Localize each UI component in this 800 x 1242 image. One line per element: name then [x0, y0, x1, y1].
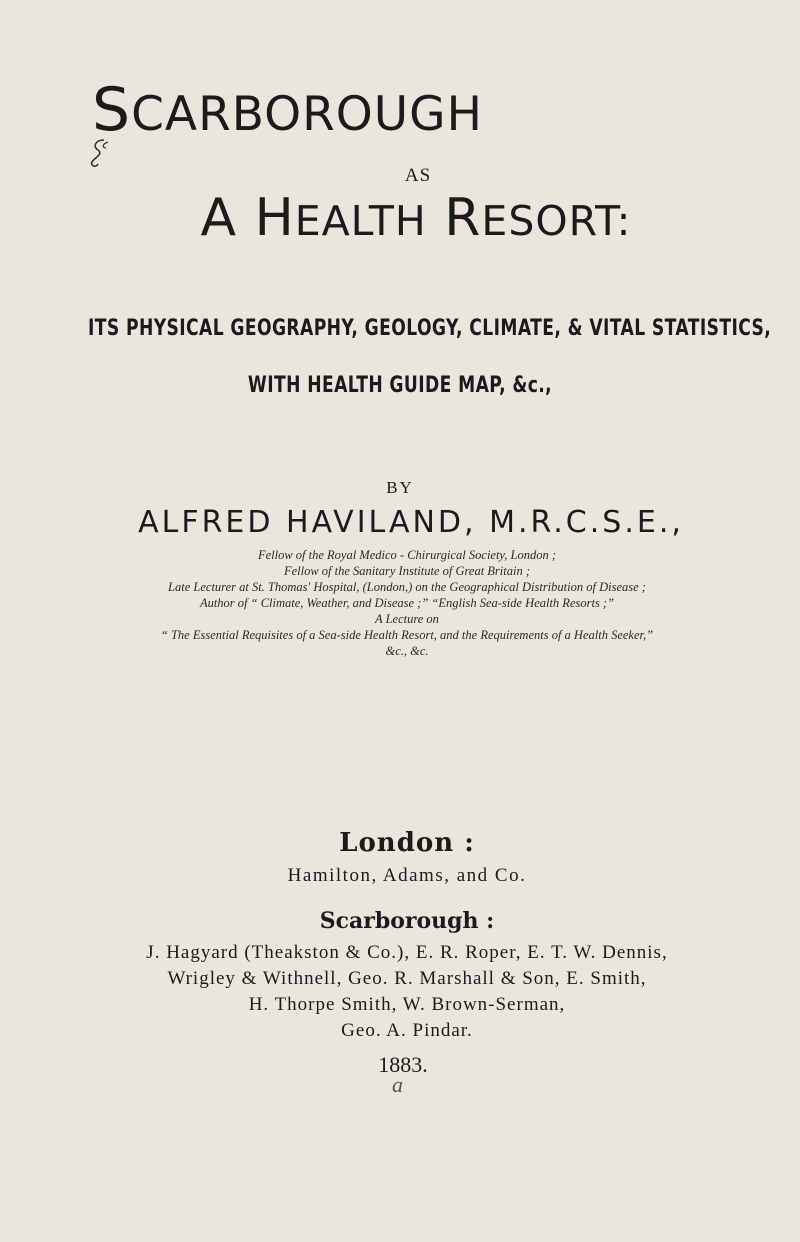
library-mark: a [392, 1072, 403, 1097]
subtitle-line-1: ITS PHYSICAL GEOGRAPHY, GEOLOGY, CLIMATE, & VITAL STATISTICS, [88, 316, 772, 341]
credential-line-4: Author of “ Climate, Weather, and Disease ;” “English Sea-side Health Resorts ;” [199, 596, 615, 610]
title-initial: S [92, 75, 132, 145]
seller-line-3: H. Thorpe Smith, W. Brown-Serman, [248, 994, 566, 1015]
publication-year: 1883. [378, 1052, 428, 1077]
imprint-publisher: Hamilton, Adams, and Co. [287, 865, 527, 886]
credential-line-6: “ The Essential Requisites of a Sea-side Health Resort, and the Requirements of a Health Seeker,” [160, 628, 654, 642]
title-h: H [254, 188, 295, 248]
connector-as: AS [404, 165, 432, 186]
title-rest: CARBOROUGH [131, 87, 483, 142]
credential-line-3: Late Lecturer at St. Thomas' Hospital, (London,) on the Geographical Distribution of Disease ; [168, 580, 646, 594]
title-a: A [200, 188, 238, 248]
author-name: ALFRED HAVILAND, M.R.C.S.E., [138, 505, 684, 540]
title-scarborough [92, 75, 483, 145]
seller-line-2: Wrigley & Withnell, Geo. R. Marshall & Son, E. Smith, [167, 968, 647, 989]
title-health-resort [0, 188, 800, 248]
title-ealth: EALTH [294, 197, 427, 245]
seller-line-4: Geo. A. Pindar. [341, 1020, 473, 1041]
title-r: R [444, 188, 482, 248]
credential-line-2: Fellow of the Sanitary Institute of Great Britain ; [283, 564, 531, 578]
subtitle-line-2: WITH HEALTH GUIDE MAP, &c., [247, 373, 553, 398]
credential-line-5: A Lecture on [375, 612, 439, 626]
imprint-city-scarborough: Scarborough : [319, 908, 495, 934]
imprint-city-london: London : [339, 828, 475, 858]
credential-line-1: Fellow of the Royal Medico - Chirurgical Society, London ; [257, 548, 557, 562]
title-esort: ESORT: [481, 197, 632, 245]
seller-line-1: J. Hagyard (Theakston & Co.), E. R. Roper, E. T. W. Dennis, [146, 942, 668, 963]
by-label: BY [386, 478, 414, 497]
credential-line-7: &c., &c. [385, 644, 429, 658]
